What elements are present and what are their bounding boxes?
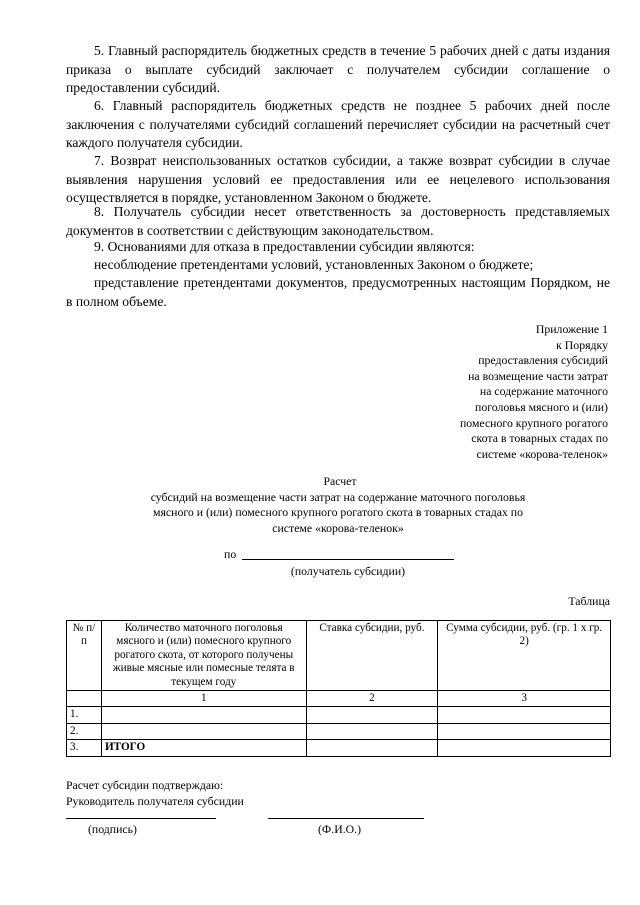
- row-label-total: ИТОГО: [101, 740, 306, 756]
- appendix-line: Приложение 1: [535, 322, 608, 336]
- paragraph-8: 8. Получатель субсидии несет ответственность за достоверность представляемых документов в соответствии с действующим законодательством.: [66, 204, 610, 238]
- row-label[interactable]: [101, 707, 306, 723]
- col-number: 3: [438, 691, 611, 707]
- appendix-line: поголовья мясного и (или): [475, 399, 608, 414]
- paragraph-7: 7. Возврат неиспользованных остатков субсидии, а также возврат субсидии в случае выявления нарушения условий ее предоставления или ее нецелевого использования осуществляется в порядке, установленном Законом о бюджете.: [66, 153, 610, 205]
- appendix-line: помесного крупного рогатого: [459, 415, 608, 430]
- table-cell[interactable]: [306, 723, 438, 739]
- table-row-total: [67, 740, 611, 756]
- row-num: 1.: [67, 707, 102, 723]
- name-label: (Ф.И.О.): [318, 822, 362, 836]
- calc-subtitle-line: системе «корова-теленок»: [272, 520, 404, 535]
- header-rate: Ставка субсидии, руб.: [306, 621, 438, 691]
- table-row: [67, 707, 611, 723]
- calc-subtitle-line: мясного и (или) помесного крупного рогатого скота в товарных стадах по: [153, 505, 523, 520]
- paragraph-9-item-1: несоблюдение претендентами условий, установленных Законом о бюджете;: [94, 257, 534, 272]
- appendix-line: скота в товарных стадах по: [471, 431, 608, 446]
- confirm-line: Руководитель получателя субсидии: [66, 793, 244, 808]
- paragraph-6: 6. Главный распорядитель бюджетных средств не позднее 5 рабочих дней после заключения с получателями субсидий соглашений перечисляет субсидии на расчетный счет каждого получателя субсидии.: [66, 98, 610, 150]
- appendix-line: системе «корова-теленок»: [476, 446, 608, 461]
- table-cell[interactable]: [438, 740, 611, 756]
- header-num: № п/п: [67, 621, 102, 691]
- table-row: [67, 723, 611, 739]
- table-cell[interactable]: [438, 723, 611, 739]
- paragraph-5: 5. Главный распорядитель бюджетных средств в течение 5 рабочих дней с даты издания приказа о выплате субсидий заключает с получателем субсидии соглашение о предоставлении субсидий.: [66, 43, 610, 95]
- row-num: 2.: [67, 723, 102, 739]
- confirm-block: [66, 778, 244, 809]
- confirm-line: Расчет субсидии подтверждаю:: [66, 778, 224, 792]
- calc-title: Расчет: [323, 474, 357, 488]
- appendix-line: предоставления субсидий: [478, 353, 608, 368]
- po-label: по: [224, 547, 237, 561]
- col-number: 1: [101, 691, 306, 707]
- table-caption: Таблица: [568, 594, 610, 608]
- header-qty: Количество маточного поголовья мясного и (или) помесного крупного рогатого скота, от которого получены живые мясные или помесные телята в текущем году: [101, 621, 306, 691]
- name-fill-line[interactable]: [268, 818, 424, 819]
- col-number: 2: [306, 691, 438, 707]
- table-cell[interactable]: [438, 707, 611, 723]
- table-cell[interactable]: [306, 707, 438, 723]
- table-cell[interactable]: [306, 740, 438, 756]
- appendix-line: на возмещение части затрат: [468, 368, 608, 383]
- paragraph-9: 9. Основаниями для отказа в предоставлении субсидии являются:: [94, 239, 475, 254]
- paragraph-9-item-2: представление претендентами документов, предусмотренных настоящим Порядком, не в полном объеме.: [66, 275, 610, 309]
- recipient-label: (получатель субсидии): [290, 564, 406, 578]
- row-num: 3.: [67, 740, 102, 756]
- table-cell: [67, 691, 102, 707]
- signature-label: (подпись): [88, 822, 137, 836]
- appendix-block: [378, 322, 608, 462]
- signature-fill-line[interactable]: [66, 818, 216, 819]
- calc-title-block: [66, 474, 610, 536]
- header-sum: Сумма субсидии, руб. (гр. 1 х гр. 2): [438, 621, 611, 691]
- subsidy-table: [66, 620, 611, 757]
- row-label[interactable]: [101, 723, 306, 739]
- recipient-fill-line[interactable]: [242, 559, 454, 560]
- column-number-row: [67, 691, 611, 707]
- table-header-row: [67, 621, 611, 691]
- appendix-line: на содержание маточного: [479, 384, 608, 399]
- appendix-line: к Порядку: [556, 337, 608, 352]
- calc-subtitle-line: субсидий на возмещение части затрат на содержание маточного поголовья: [150, 489, 526, 504]
